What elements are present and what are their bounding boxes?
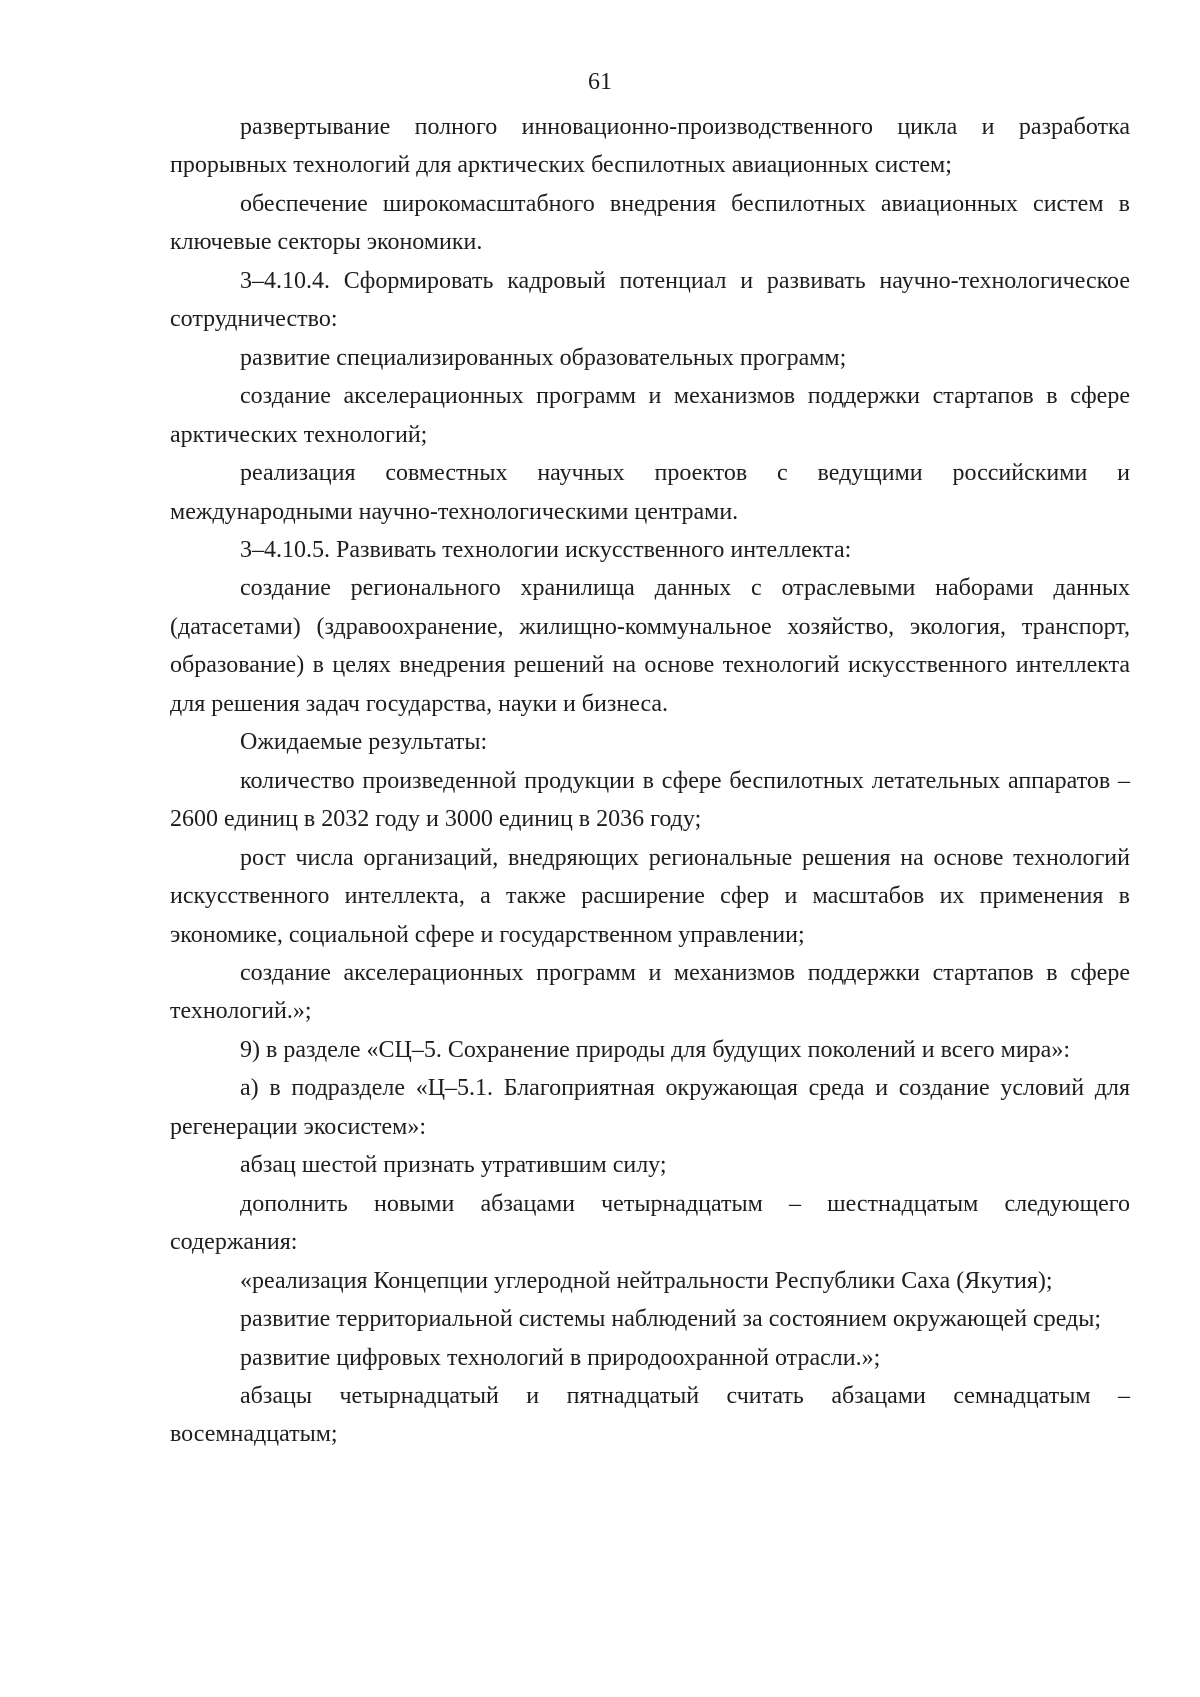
document-body <box>170 108 1130 1454</box>
paragraph: Ожидаемые результаты: <box>240 729 488 756</box>
paragraph: абзацы четырнадцатый и пятнадцатый считать абзацами семнадцатым – восемнадцатым; <box>170 1382 1130 1448</box>
section-heading: 3–4.10.4. Сформировать кадровый потенциал и развивать научно-технологическое сотрудничество: <box>170 267 1130 333</box>
paragraph: дополнить новыми абзацами четырнадцатым – шестнадцатым следующего содержания: <box>170 1190 1130 1256</box>
page-number: 61 <box>588 69 612 95</box>
section-heading: 3–4.10.5. Развивать технологии искусственного интеллекта: <box>240 536 852 563</box>
paragraph: развитие цифровых технологий в природоохранной отрасли.»; <box>240 1344 881 1371</box>
paragraph: развертывание полного инновационно-производственного цикла и разработка прорывных технологий для арктических беспилотных авиационных систем; <box>170 114 1130 179</box>
paragraph: «реализация Концепции углеродной нейтральности Республики Саха (Якутия); <box>240 1267 1053 1294</box>
paragraph: развитие территориальной системы наблюдений за состоянием окружающей среды; <box>240 1306 1102 1333</box>
paragraph: 9) в разделе «СЦ–5. Сохранение природы для будущих поколений и всего мира»: <box>240 1036 1070 1063</box>
paragraph: создание акселерационных программ и механизмов поддержки стартапов в сфере технологий.»; <box>170 959 1130 1025</box>
paragraph: создание регионального хранилища данных с отраслевыми наборами данных (датасетами) (здравоохранение, жилищно-коммунальное хозяйство, экология, транспорт, образование) в целях внедрения решений на основе технологий искусственного интеллекта для решения задач государства, науки и бизнеса. <box>170 575 1130 717</box>
paragraph: развитие специализированных образовательных программ; <box>240 344 847 371</box>
paragraph: рост числа организаций, внедряющих региональные решения на основе технологий искусственного интеллекта, а также расширение сфер и масштабов их применения в экономике, социальной сфере и государственном управлении; <box>170 844 1130 948</box>
paragraph: количество произведенной продукции в сфере беспилотных летательных аппаратов – 2600 единиц в 2032 году и 3000 единиц в 2036 году; <box>170 767 1130 833</box>
paragraph: создание акселерационных программ и механизмов поддержки стартапов в сфере арктических технологий; <box>170 383 1130 448</box>
paragraph: реализация совместных научных проектов с ведущими российскими и международными научно-технологическими центрами. <box>170 460 1130 525</box>
paragraph: а) в подразделе «Ц–5.1. Благоприятная окружающая среда и создание условий для регенерации экосистем»: <box>170 1075 1130 1140</box>
paragraph: абзац шестой признать утратившим силу; <box>240 1152 667 1179</box>
paragraph: обеспечение широкомасштабного внедрения беспилотных авиационных систем в ключевые секторы экономики. <box>170 190 1130 256</box>
